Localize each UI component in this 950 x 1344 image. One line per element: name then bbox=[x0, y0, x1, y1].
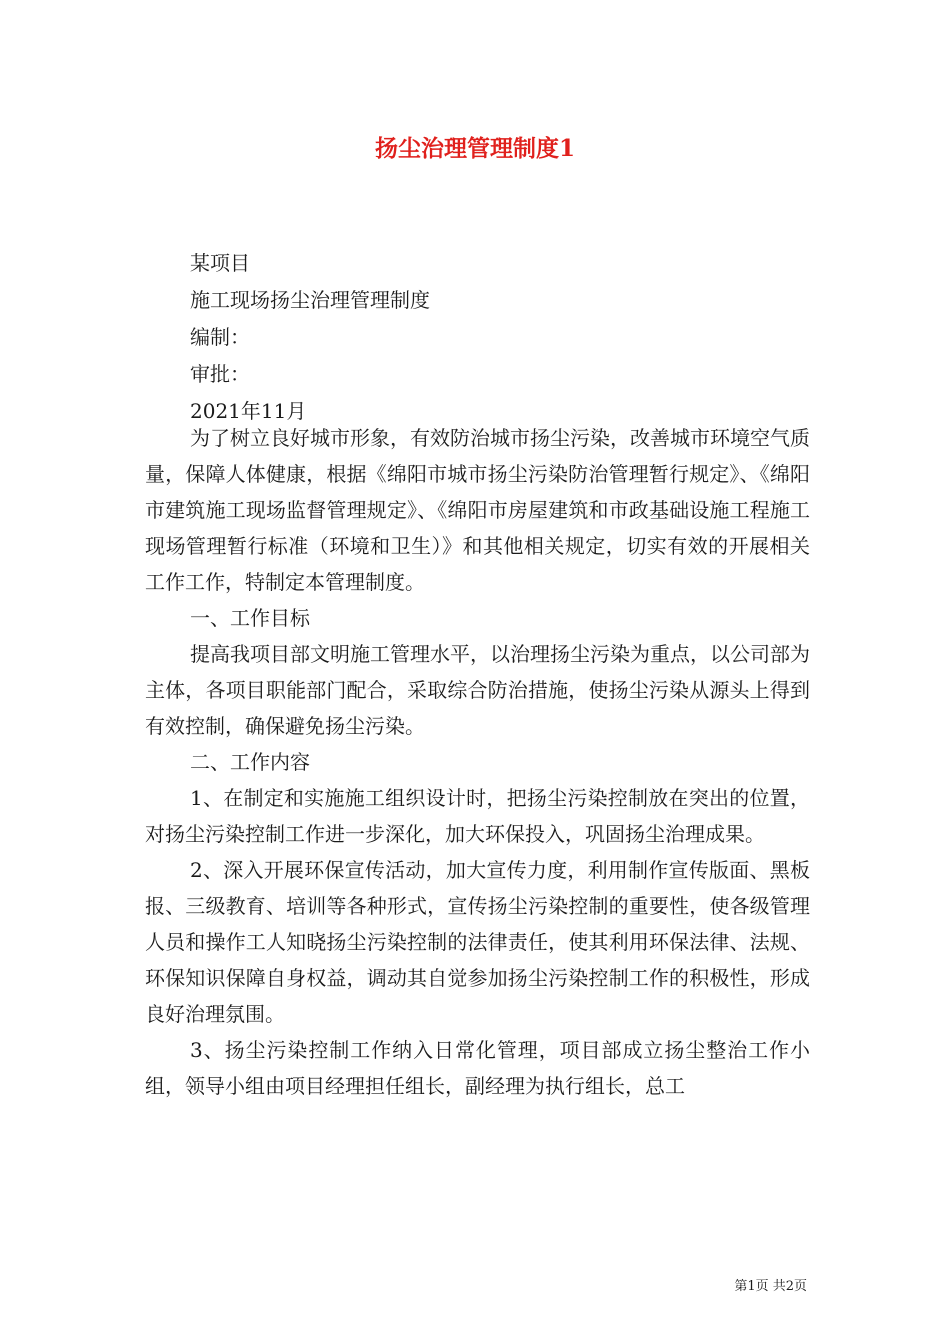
section-heading-content: 二、工作内容 bbox=[190, 750, 310, 774]
compiled-by-label: 编制： bbox=[190, 325, 250, 349]
document-title: 扬尘治理管理制度1 bbox=[374, 135, 575, 162]
section-heading-goals: 一、工作目标 bbox=[190, 606, 310, 630]
document-subtitle: 施工现场扬尘治理管理制度 bbox=[190, 288, 430, 312]
approved-by-label: 审批： bbox=[190, 362, 250, 386]
page-number-footer: 第1页 共2页 bbox=[734, 1279, 807, 1294]
goals-paragraph: 提高我项目部文明施工管理水平，以治理扬尘污染为重点，以公司部为主体，各项目职能部门配合，采取综合防治措施，使扬尘污染从源头上得到有效控制，确保避免扬尘污染。 bbox=[145, 642, 810, 738]
project-name: 某项目 bbox=[190, 251, 250, 275]
content-item-1: 1、在制定和实施施工组织设计时，把扬尘污染控制放在突出的位置，对扬尘污染控制工作进一步深化，加大环保投入，巩固扬尘治理成果。 bbox=[145, 786, 810, 846]
content-item-3: 3、扬尘污染控制工作纳入日常化管理，项目部成立扬尘整治工作小组，领导小组由项目经理担任组长，副经理为执行组长，总工 bbox=[145, 1038, 810, 1098]
document-body bbox=[145, 420, 810, 1104]
document-date: 2021年11月 bbox=[190, 399, 307, 423]
content-item-2: 2、深入开展环保宣传活动，加大宣传力度，利用制作宣传版面、黑板报、三级教育、培训等各种形式，宣传扬尘污染控制的重要性，使各级管理人员和操作工人知晓扬尘污染控制的法律责任，使其利用环保法律、法规、环保知识保障自身权益，调动其自觉参加扬尘污染控制工作的积极性，形成良好治理氛围。 bbox=[145, 858, 810, 1026]
document-meta bbox=[190, 245, 430, 430]
intro-paragraph: 为了树立良好城市形象，有效防治城市扬尘污染，改善城市环境空气质量，保障人体健康，根据《绵阳市城市扬尘污染防治管理暂行规定》、《绵阳市建筑施工现场监督管理规定》、《绵阳市房屋建筑和市政基础设施工程施工现场管理暂行标准（环境和卫生）》和其他相关规定，切实有效的开展相关工作工作，特制定本管理制度。 bbox=[145, 426, 810, 594]
